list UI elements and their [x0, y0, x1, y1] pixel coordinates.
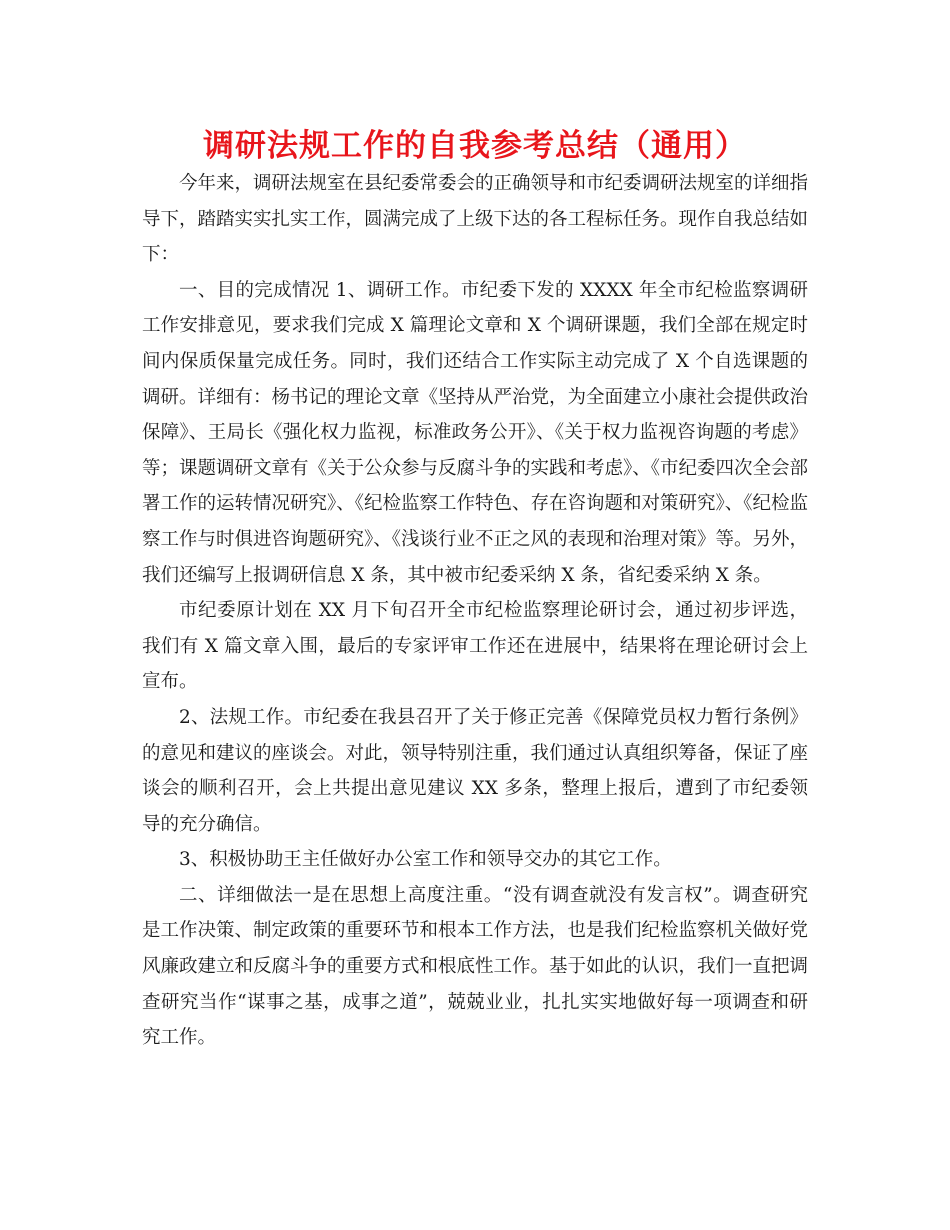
document-body — [142, 166, 808, 1056]
paragraph-research-work: 一、目的完成情况 1、调研工作。市纪委下发的 XXXX 年全市纪检监察调研工作安排意见，要求我们完成 X 篇理论文章和 X 个调研课题，我们全部在规定时间内保质保量完成任务。同时，我们还结合工作实际主动完成了 X 个自选课题的调研。详细有：杨书记的理论文章《坚持从严治党，为全面建立小康社会提供政治保障》、王局长《强化权力监视，标准政务公开》、《关于权力监视咨询题的考虑》等；课题调研文章有《关于公众参与反腐斗争的实践和考虑》、《市纪委四次全会部署工作的运转情况研究》、《纪检监察工作特色、存在咨询题和对策研究》、《纪检监察工作与时俱进咨询题研究》、《浅谈行业不正之风的表现和治理对策》等。另外，我们还编写上报调研信息 X 条，其中被市纪委采纳 X 条，省纪委采纳 X 条。 — [142, 279, 809, 586]
paragraph-regulation-work: 2、法规工作。市纪委在我县召开了关于修正完善《保障党员权力暂行条例》的意见和建议的座谈会。对此，领导特别注重，我们通过认真组织筹备，保证了座谈会的顺利召开，会上共提出意见建议 XX 多条，整理上报后，遭到了市纪委领导的充分确信。 — [142, 706, 809, 835]
document-title: 调研法规工作的自我参考总结（通用） — [203, 128, 747, 164]
paragraph-methods: 二、详细做法一是在思想上高度注重。“没有调查就没有发言权”。调查研究是工作决策、制定政策的重要环节和根本工作方法，也是我们纪检监察机关做好党风廉政建立和反腐斗争的重要方式和根底性工作。基于如此的认识，我们一直把调查研究当作“谋事之基，成事之道”，兢兢业业，扎扎实实地做好每一项调查和研究工作。 — [142, 884, 809, 1049]
paragraph-intro: 今年来，调研法规室在县纪委常委会的正确领导和市纪委调研法规室的详细指导下，踏踏实实扎实工作，圆满完成了上级下达的各工程标任务。现作自我总结如下： — [142, 173, 809, 266]
paragraph-seminar: 市纪委原计划在 XX 月下旬召开全市纪检监察理论研讨会，通过初步评选，我们有 X 篇文章入围，最后的专家评审工作还在进展中，结果将在理论研讨会上宣布。 — [142, 600, 808, 693]
paragraph-office-work: 3、积极协助王主任做好办公室工作和领导交办的其它工作。 — [179, 849, 672, 871]
